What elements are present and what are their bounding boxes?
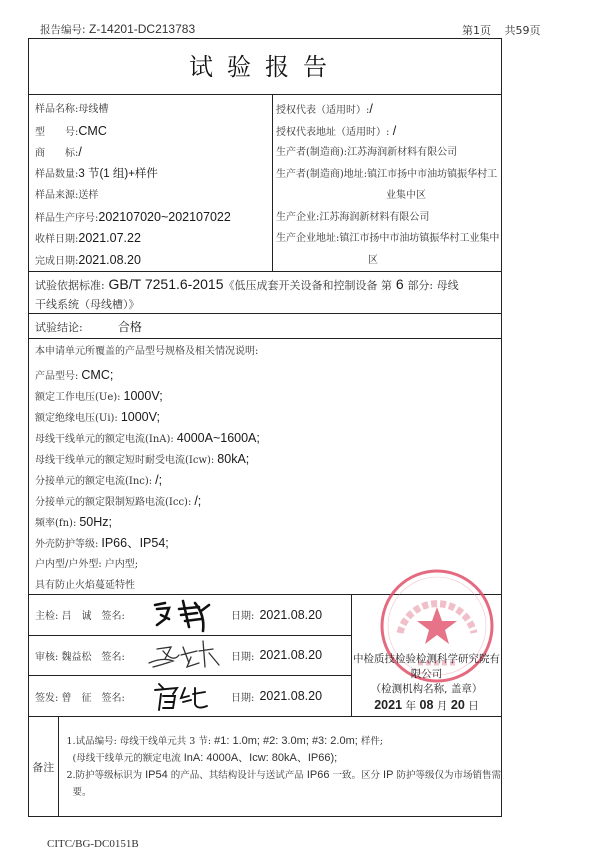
signature-section bbox=[29, 595, 501, 717]
spec-value: 1000V; bbox=[120, 410, 160, 424]
spec-label: 分接单元的额定限制短路电流(Icc): bbox=[35, 497, 192, 508]
spec-list bbox=[35, 365, 501, 596]
spec-item bbox=[35, 407, 501, 428]
remarks-label: 备注 bbox=[29, 717, 59, 816]
spec-item bbox=[35, 365, 501, 386]
spec-item bbox=[35, 491, 501, 512]
completed-date: 2021.08.20 bbox=[78, 252, 141, 267]
report-number bbox=[40, 22, 195, 37]
report-number-label: 报告编号: bbox=[40, 24, 86, 36]
spec-label: 分接单元的额定电流(Inc): bbox=[35, 476, 153, 487]
spec-label: 母线干线单元的额定短时耐受电流(Icw): bbox=[35, 455, 215, 466]
spec-value: /; bbox=[194, 494, 202, 508]
authorized-rep-row: 授权代表（适用时）:/ bbox=[276, 102, 373, 116]
spec-label: 额定工作电压(Ue): bbox=[35, 392, 121, 403]
quantity-row: 样品数量:3 节(1 组)+样件 bbox=[35, 167, 158, 180]
signature-list bbox=[29, 595, 352, 716]
spec-item bbox=[35, 512, 501, 533]
model-value: CMC bbox=[78, 123, 107, 138]
spec-value: /; bbox=[155, 473, 163, 487]
spec-label: 额定绝缘电压(Ui): bbox=[35, 413, 118, 424]
signature-row-reviewer: 审核: 魏益松 签名: 日期: 2021.08.20 bbox=[29, 636, 351, 677]
spec-label: 户内型/户外型: bbox=[35, 559, 102, 570]
spec-label: 频率(fn): bbox=[35, 518, 77, 529]
spec-item bbox=[35, 470, 501, 491]
product-specs bbox=[29, 339, 501, 595]
trademark-row: 商 标:/ bbox=[35, 145, 82, 159]
spec-value: CMC; bbox=[81, 368, 114, 382]
serial-value: 202107020~202107022 bbox=[98, 209, 231, 224]
spec-item bbox=[35, 449, 501, 470]
spec-value: 户内型; bbox=[104, 559, 139, 570]
spec-value: IP66、IP54; bbox=[101, 536, 169, 550]
sample-name-row: 样品名称:母线槽 bbox=[35, 104, 109, 115]
remarks-body: 1.试品编号: 母线干线单元共 3 节: #1: 1.0m; #2: 3.0m; #3: 2.0m; 样件; (母线干线单元的额定电流 InA: 4000A、Icw: 80kA、IP66); 2.防护等级标识为 IP54 的产品、其结构设计与送试产品 IP66 一致。区分 IP 防护等级仅为市场销售需 要。 bbox=[66, 735, 501, 798]
spec-item bbox=[35, 428, 501, 449]
remarks-section bbox=[29, 717, 501, 816]
trademark-value: / bbox=[78, 145, 82, 159]
organization-date: 2021 年 08 月 20 日 bbox=[374, 698, 479, 712]
page-current: 第1页 bbox=[462, 24, 491, 37]
report-form bbox=[28, 38, 502, 817]
source-value: 送样 bbox=[78, 190, 99, 201]
signature-reviewer bbox=[143, 637, 231, 673]
standard-code: GB/T 7251.6-2015 bbox=[108, 276, 224, 292]
organization-name: 中检质技检验检测科学研究院有限公司 bbox=[353, 653, 500, 680]
form-code: CITC/BG-DC0151B bbox=[47, 838, 139, 850]
spec-value: 4000A~1600A; bbox=[176, 431, 260, 445]
factory-name: 江苏海润新材料有限公司 bbox=[319, 211, 430, 223]
spec-item bbox=[35, 533, 501, 554]
sample-name: 母线槽 bbox=[78, 104, 109, 115]
source-row: 样品来源:送样 bbox=[35, 190, 99, 201]
test-conclusion: 试验结论: 合格 bbox=[29, 314, 501, 339]
spec-item bbox=[35, 386, 501, 407]
factory-address-row: 生产企业地址:镇江市扬中市油坊镇振华村工业集中 bbox=[276, 233, 500, 244]
spec-value: 50Hz; bbox=[79, 515, 112, 529]
spec-label: 外壳防护等级: bbox=[35, 539, 99, 550]
spec-label: 产品型号: bbox=[35, 371, 79, 382]
organization-info bbox=[352, 652, 501, 714]
info-section bbox=[29, 95, 501, 272]
report-title: 试验报告 bbox=[29, 39, 501, 95]
producer-address-cont: 业集中区 bbox=[386, 190, 426, 201]
authorized-rep-address-row: 授权代表地址（适用时）: / bbox=[276, 123, 397, 138]
organization-note: （检测机构名称, 盖章） bbox=[370, 683, 483, 695]
producer-name: 江苏海润新材料有限公司 bbox=[347, 147, 458, 158]
producer-address-row: 生产者(制造商)地址:镇江市扬中市油坊镇振华村工 bbox=[276, 168, 498, 180]
received-date: 2021.07.22 bbox=[78, 231, 141, 245]
manufacturer-info bbox=[273, 95, 501, 271]
signature-issuer bbox=[143, 678, 231, 714]
sample-info bbox=[29, 95, 273, 271]
completed-date-row: 完成日期:2021.08.20 bbox=[35, 252, 141, 267]
serial-row: 样品生产序号:202107020~202107022 bbox=[35, 209, 231, 224]
signature-row-inspector: 主检: 吕 诚 签名: 日期: 2021.08.20 bbox=[29, 595, 351, 636]
spec-label: 具有防止火焰蔓延特性 bbox=[35, 580, 135, 591]
factory-address-cont: 区 bbox=[368, 254, 378, 266]
report-number-value: Z-14201-DC213783 bbox=[89, 22, 196, 36]
specs-intro: 本申请单元所覆盖的产品型号规格及相关情况说明: bbox=[35, 346, 259, 357]
test-standard: 试验依据标准: GB/T 7251.6-2015《低压成套开关设备和控制设备 第 6 部分: 母线 干线系统（母线槽）》 bbox=[29, 272, 501, 314]
spec-value: 80kA; bbox=[217, 452, 250, 466]
page-indicator bbox=[462, 22, 551, 38]
signature-row-issuer: 签发: 曾 征 签名: 日期: 2021.08.20 bbox=[29, 676, 351, 717]
spec-label: 母线干线单元的额定电流(InA): bbox=[35, 434, 174, 445]
organization-block bbox=[352, 595, 501, 716]
conclusion-value: 合格 bbox=[117, 320, 142, 334]
factory-row: 生产企业:江苏海润新材料有限公司 bbox=[276, 211, 430, 223]
signature-inspector bbox=[143, 597, 231, 633]
quantity-value: 3 节(1 组)+样件 bbox=[78, 167, 158, 180]
model-row: 型 号:CMC bbox=[35, 123, 107, 138]
spec-value: 1000V; bbox=[123, 389, 163, 403]
producer-row: 生产者(制造商):江苏海润新材料有限公司 bbox=[276, 147, 458, 158]
received-date-row: 收样日期:2021.07.22 bbox=[35, 231, 141, 245]
page-total: 共59页 bbox=[504, 24, 541, 37]
